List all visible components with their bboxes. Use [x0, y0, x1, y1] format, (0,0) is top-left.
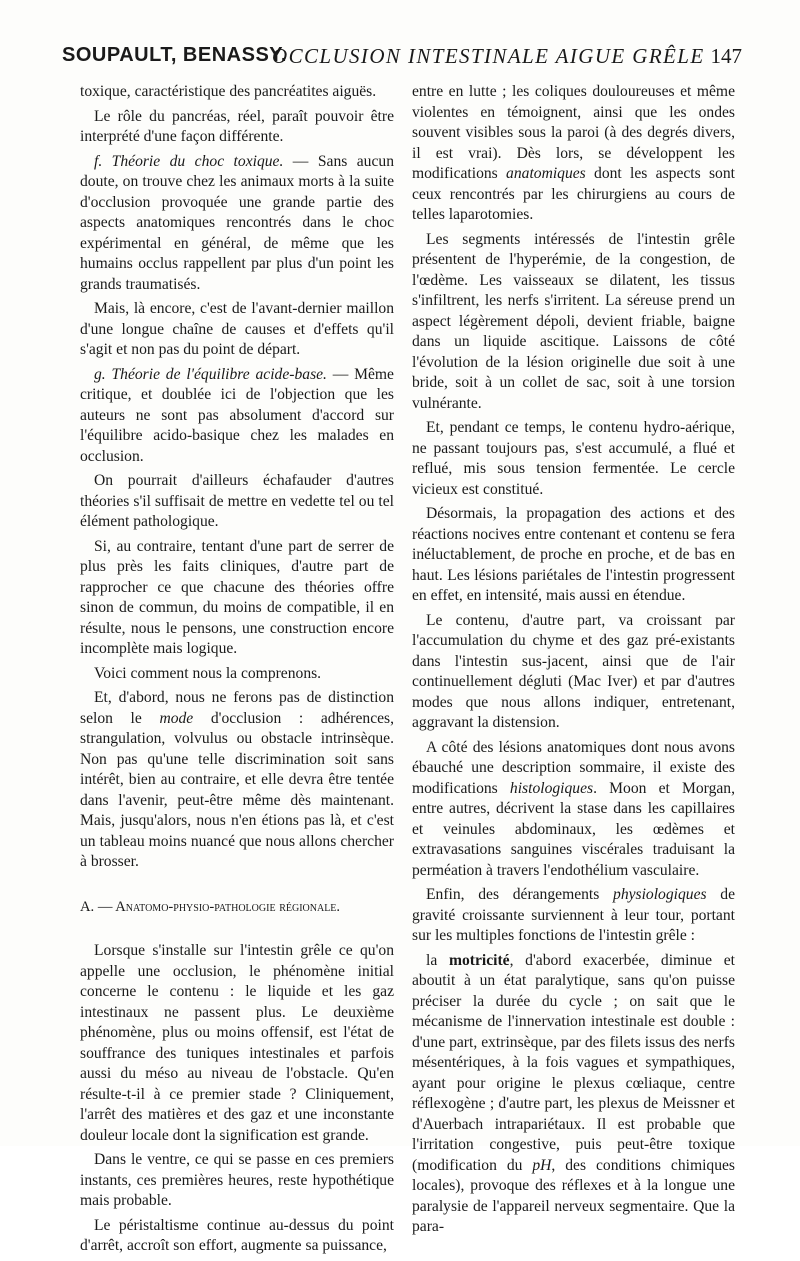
- paragraph-text: — Sans aucun doute, on trouve chez les animaux morts à la suite d'occlusion provoquée une grande partie des aspects anatomiques rencontrés dans le choc expérimental en général, de même que les humains occlus rappellent par plus d'un point les grands traumatisés.: [80, 152, 394, 293]
- paragraph-text: d'occlusion : adhérences, strangulation, volvulus ou obstacle intrinsèque. Non pas qu'une telle discrimination soit sans intérêt, bien au contraire, et elle devra être tentée dans l'avenir, peut-être même dès maintenant. Mais, jusqu'alors, nous n'en étions pas là, et c'est un tableau moins nuancé que nous allons chercher à brosser.: [80, 709, 395, 870]
- right-column: [412, 82, 735, 1242]
- paragraph: [80, 365, 394, 468]
- paragraph-text: de gravité croissante surviennent à leur tour, portant sur les multiples fonctions de l'intestin grêle :: [412, 886, 735, 944]
- subsection-label: f. Théorie du choc toxique.: [94, 152, 284, 170]
- paragraph: [412, 82, 735, 226]
- paragraph: [80, 688, 394, 873]
- paragraph-text: Enfin, des dérangements: [426, 886, 614, 903]
- emphasis: physiologiques: [613, 886, 707, 903]
- paragraph: Lorsque s'installe sur l'intestin grêle ce qu'on appelle une occlusion, le phénomène initial concerne le contenu : le liquide et les gaz intestinaux ne passent plus. Le deuxième phénomène, plus ou moins offensif, est l'état de souffrance des tuniques intestinales et parfois aussi du méso au niveau de l'obstacle. Qu'en résulte-t-il à ce premier stade ? Cliniquement, l'arrêt des matières et des gaz et une inconstante douleur locale dont la signification est grande.: [80, 942, 394, 1144]
- paragraph-text: — Même critique, et doublée ici de l'objection que les auteurs ne sont pas absolument d'accord sur l'équilibre acido-basique chez les malades en occlusion.: [80, 365, 394, 465]
- paragraph-text: , d'abord exacerbée, diminue et aboutit à un état paralytique, sans qu'on puisse préciser la durée du cycle ; on sait que le mécanisme de l'innervation intestinale est double : d'une part, extrinsèque, par des filets issus des nerfs mésentériques, à la fois vagues et sympathiques, ayant pour origine le plexus cœliaque, centre réflexogène ; d'autre part, les plexus de Meissner et d'Auerbach intrapariétaux. Il est probable que l'irritation congestive, puis peut-être toxique (modification du: [412, 951, 735, 1174]
- emphasis: histologiques: [509, 779, 594, 797]
- paragraph: Le péristaltisme continue au-dessus du point d'arrêt, accroît son effort, augmente sa puissance,: [80, 1216, 394, 1254]
- header-authors: SOUPAULT, BENASSY.: [62, 44, 287, 66]
- paragraph-text: dont les aspects sont ceux rencontrés par les chirurgiens au cours de telles laparotomies.: [412, 165, 735, 223]
- paragraph-text: entre en lutte ; les coliques douloureuses et même violentes en témoignent, ainsi que les ondes souvent visibles sous la paroi (à des degrés divers, il est vrai). Dès lors, se développent les modifications: [412, 83, 735, 182]
- paragraph: [412, 885, 735, 947]
- paragraph: Et, pendant ce temps, le contenu hydro-aérique, ne passant toujours pas, s'est accumulé, a flué et reflué, mis sous tension fermentée. Le cercle vicieux est constitué.: [412, 419, 735, 498]
- paragraph: On pourrait d'ailleurs échafauder d'autres théories s'il suffisait de mettre en vedette tel ou tel élément pathologique.: [80, 472, 394, 530]
- subsection-label: g. Théorie de l'équilibre acide-base.: [94, 365, 327, 383]
- paragraph: Mais, là encore, c'est de l'avant-dernier maillon d'une longue chaîne de causes et d'effets qu'il s'agit et non pas du point de départ.: [80, 300, 394, 358]
- paragraph-text: . Moon et Morgan, entre autres, décrivent la stase dans les capillaires et veinules abdominaux, les œdèmes et extravasations sanguines viscérales traduisant la perméation à travers l'endothélium vasculaire.: [412, 779, 735, 879]
- emphasis: pH: [532, 1156, 552, 1174]
- left-column: [80, 82, 394, 1261]
- section-heading: A. — Anatomo-physio-pathologie régionale.: [80, 898, 341, 915]
- paragraph-text: A côté des lésions anatomiques dont nous avons ébauché une description sommaire, il existe des modifications: [412, 738, 735, 797]
- paragraph: [412, 738, 735, 882]
- paragraph-text: , des conditions chimiques locales), provoque des réflexes et à la longue une paralysie de l'appareil nerveux segmentaire. Que la para-: [412, 1156, 736, 1235]
- paragraph: [412, 951, 735, 1238]
- paragraph: toxique, caractéristique des pancréatites aiguës.: [80, 83, 377, 100]
- paragraph: Si, au contraire, tentant d'une part de serrer de plus près les faits cliniques, d'autre part de rapprocher ce que chacune des théories offre sinon de commun, du moins de compatible, il en résulte, nous le pensons, une construction encore incomplète mais logique.: [80, 537, 394, 657]
- paragraph-text: Et, d'abord, nous ne ferons pas de distinction selon le: [80, 689, 394, 727]
- page-number: 147: [710, 44, 742, 68]
- paragraph-text: la: [426, 951, 449, 969]
- paragraph: Dans le ventre, ce qui se passe en ces premiers instants, ces premières heures, reste hypothétique mais probable.: [80, 1151, 394, 1209]
- running-header: [62, 44, 742, 78]
- emphasis: anatomiques: [506, 165, 586, 182]
- paragraph: Voici comment nous la comprenons.: [94, 664, 322, 682]
- paragraph: Le contenu, d'autre part, va croissant par l'accumulation du chyme et des gaz pré-existants dans l'intestin sus-jacent, ainsi que de l'air continuellement dégluti (Mac Iver) et par d'autres modes que nous allons indiquer, entretenant, aggravant la distension.: [412, 611, 735, 731]
- emphasis: mode: [159, 709, 194, 727]
- bold-term: motricité: [448, 951, 510, 969]
- paragraph: Désormais, la propagation des actions et des réactions nocives entre contenant et contenu se fera inéluctablement, de proche en proche, et de bas en haut. Les lésions pariétales de l'intestin progressent en effet, en intensité, mais aussi en étendue.: [412, 505, 735, 604]
- paragraph: Le rôle du pancréas, réel, paraît pouvoir être interprété d'une façon différente.: [80, 107, 394, 145]
- header-title: OCCLUSION INTESTINALE AIGUE GRÊLE: [272, 44, 705, 68]
- paragraph: Les segments intéressés de l'intestin grêle présentent de l'hyperémie, de la congestion, de l'œdème. Les vaisseaux se dilatent, les tissus s'infiltrent, les nerfs s'irritent. La séreuse prend un aspect légèrement dépoli, devient friable, baigne dans un liquide ascitique. Laissons de côté l'évolution de la lésion originelle due soit à une bride, soit à un collet de sac, soit à une torsion vulnérante.: [412, 230, 735, 412]
- paragraph: [80, 152, 394, 296]
